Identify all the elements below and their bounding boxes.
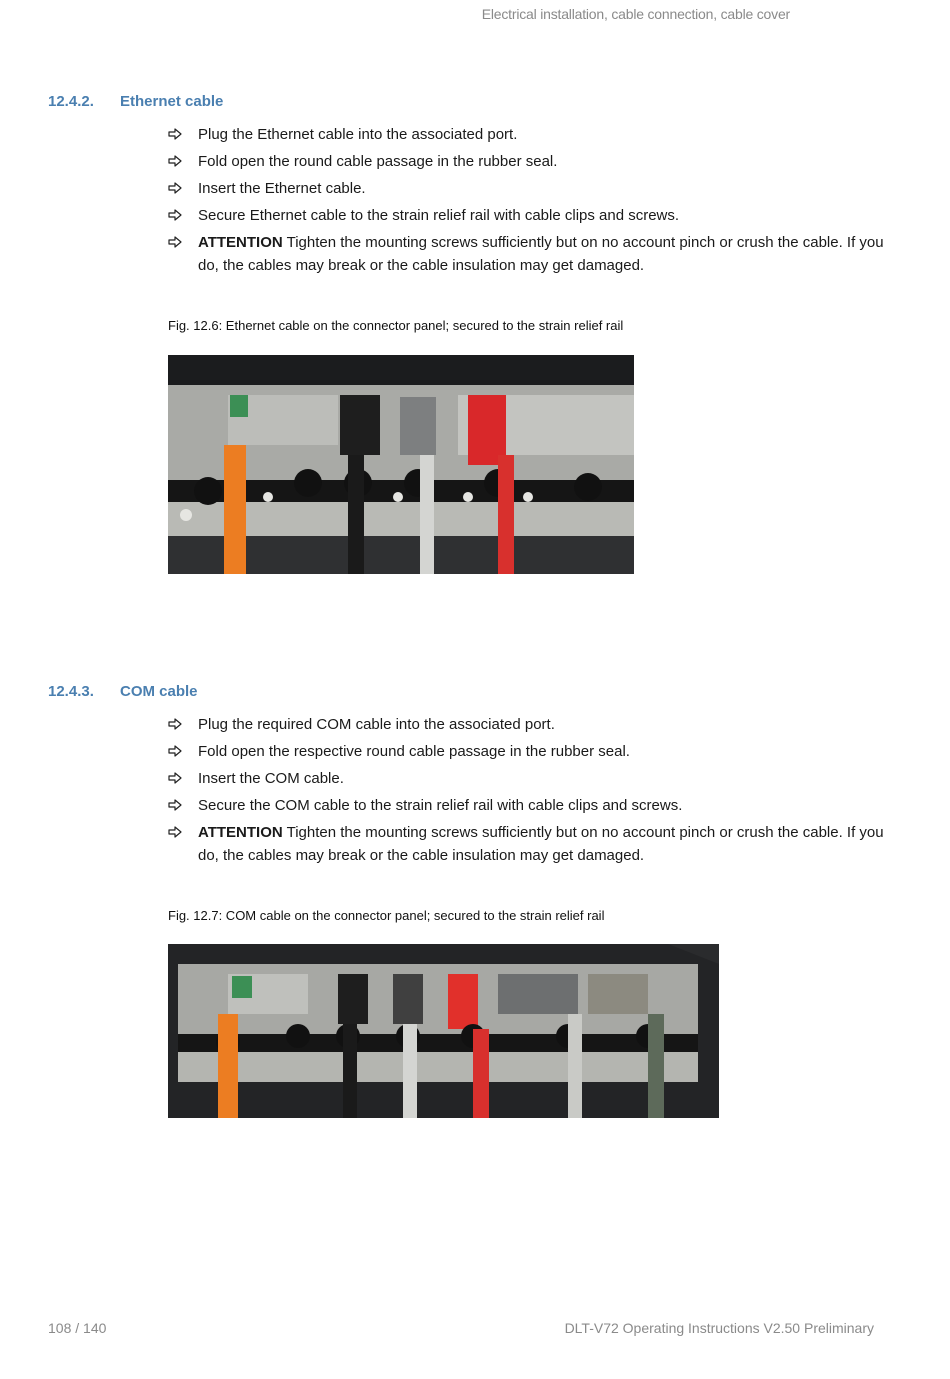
step-text: Plug the Ethernet cable into the associated port. bbox=[198, 126, 518, 143]
running-header: Electrical installation, cable connection, cable cover bbox=[481, 6, 790, 22]
list-item bbox=[168, 178, 888, 201]
figure-photo-com bbox=[168, 944, 719, 1118]
list-item bbox=[168, 205, 888, 228]
step-text: Secure the COM cable to the strain relief rail with cable clips and screws. bbox=[198, 797, 683, 814]
arrow-right-outline-icon bbox=[168, 718, 182, 730]
list-item bbox=[168, 741, 888, 764]
list-item bbox=[168, 232, 888, 277]
attention-label: ATTENTION bbox=[198, 234, 283, 251]
step-text: Insert the COM cable. bbox=[198, 770, 344, 787]
step-text: Insert the Ethernet cable. bbox=[198, 180, 366, 197]
step-list bbox=[168, 714, 888, 872]
arrow-right-outline-icon bbox=[168, 745, 182, 757]
arrow-right-outline-icon bbox=[168, 209, 182, 221]
arrow-right-outline-icon bbox=[168, 799, 182, 811]
list-item bbox=[168, 124, 888, 147]
step-text: Secure Ethernet cable to the strain relief rail with cable clips and screws. bbox=[198, 207, 680, 224]
list-item bbox=[168, 151, 888, 174]
step-list bbox=[168, 124, 888, 282]
list-item bbox=[168, 714, 888, 737]
step-text: Tighten the mounting screws sufficiently but on no account pinch or crush the cable. If you do, the cables may break or the cable insulation may get damaged. bbox=[198, 824, 884, 864]
arrow-right-outline-icon bbox=[168, 772, 182, 784]
step-text: Fold open the respective round cable passage in the rubber seal. bbox=[198, 743, 630, 760]
attention-label: ATTENTION bbox=[198, 824, 283, 841]
figure-caption: Fig. 12.7: COM cable on the connector panel; secured to the strain relief rail bbox=[168, 908, 605, 923]
list-item bbox=[168, 768, 888, 791]
section-title: Ethernet cable bbox=[120, 93, 224, 110]
arrow-right-outline-icon bbox=[168, 236, 182, 248]
step-text: Tighten the mounting screws sufficiently but on no account pinch or crush the cable. If you do, the cables may break or the cable insulation may get damaged. bbox=[198, 234, 884, 274]
document-title: DLT-V72 Operating Instructions V2.50 Preliminary bbox=[564, 1320, 874, 1336]
arrow-right-outline-icon bbox=[168, 182, 182, 194]
arrow-right-outline-icon bbox=[168, 155, 182, 167]
figure-photo-ethernet bbox=[168, 355, 634, 574]
section-number: 12.4.2. bbox=[48, 93, 94, 110]
figure-caption: Fig. 12.6: Ethernet cable on the connector panel; secured to the strain relief rail bbox=[168, 318, 624, 333]
page-number: 108 / 140 bbox=[48, 1320, 107, 1336]
step-text: Plug the required COM cable into the associated port. bbox=[198, 716, 555, 733]
section-number: 12.4.3. bbox=[48, 683, 94, 700]
list-item bbox=[168, 822, 888, 867]
arrow-right-outline-icon bbox=[168, 826, 182, 838]
step-text: Fold open the round cable passage in the rubber seal. bbox=[198, 153, 558, 170]
arrow-right-outline-icon bbox=[168, 128, 182, 140]
list-item bbox=[168, 795, 888, 818]
section-title: COM cable bbox=[120, 683, 198, 700]
